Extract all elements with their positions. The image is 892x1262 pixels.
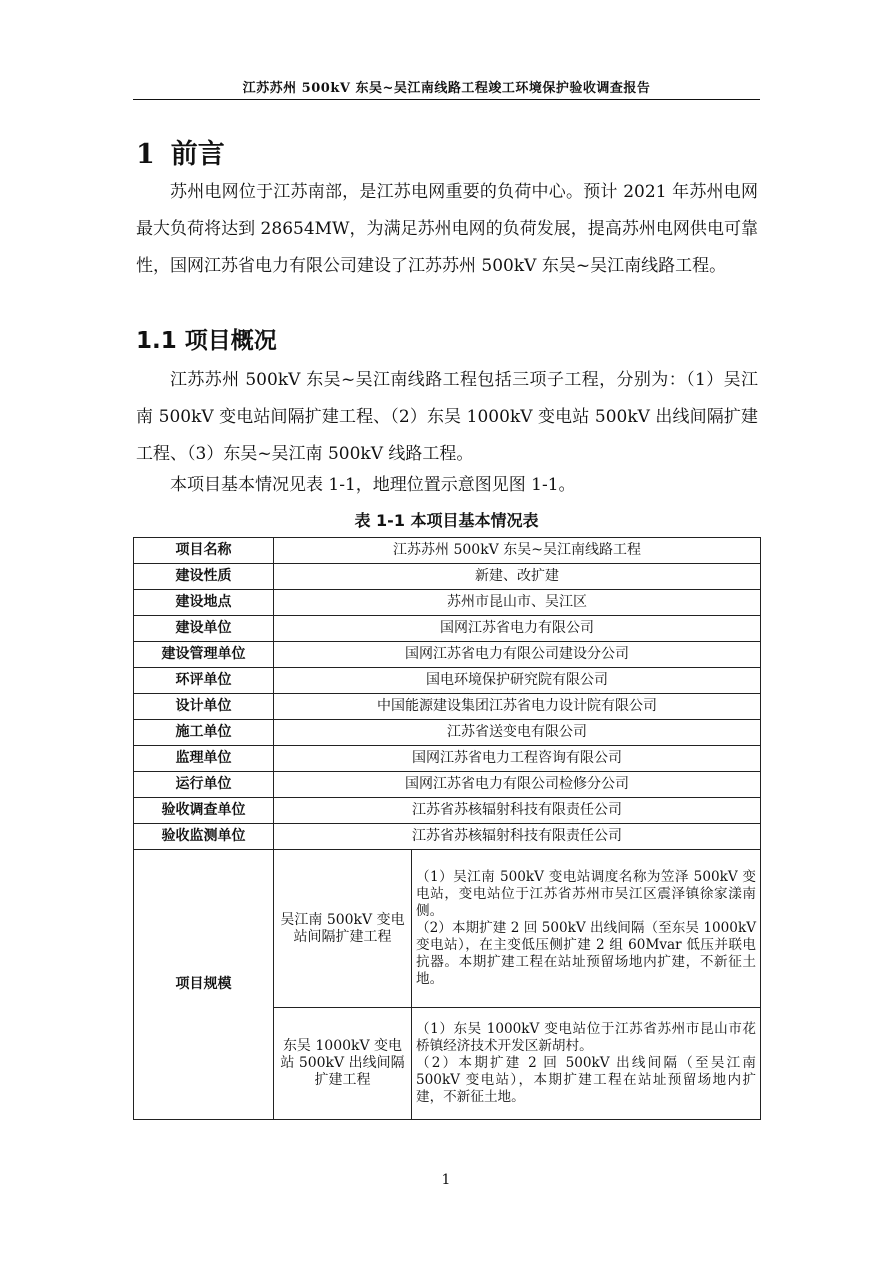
- row-label: 验收监测单位: [134, 824, 274, 850]
- row-label: 建设性质: [134, 564, 274, 590]
- row-label: 项目名称: [134, 538, 274, 564]
- table-row: [134, 538, 761, 564]
- table-row: [134, 798, 761, 824]
- section-1-heading: [136, 132, 225, 171]
- row-label: 建设管理单位: [134, 642, 274, 668]
- table-row: [134, 642, 761, 668]
- table-row: [134, 746, 761, 772]
- section-number: 1: [136, 139, 155, 170]
- row-value: 江苏苏州 500kV 东吴~吴江南线路工程: [274, 538, 761, 564]
- row-value: 国网江苏省电力工程咨询有限公司: [274, 746, 761, 772]
- table-row: [134, 564, 761, 590]
- subproject-name: 吴江南 500kV 变电站间隔扩建工程: [274, 850, 412, 1008]
- row-label: 监理单位: [134, 746, 274, 772]
- description-line: （2）本期扩建 2 回 500kV 出线间隔（至东吴 1000kV 变电站），在主变低压侧扩建 2 组 60Mvar 低压并联电抗器。本期扩建工程在站址预留场地内扩建，不新征土地。: [416, 920, 757, 987]
- row-label: 运行单位: [134, 772, 274, 798]
- row-value: 国网江苏省电力有限公司建设分公司: [274, 642, 761, 668]
- reference-paragraph: 本项目基本情况见表 1-1，地理位置示意图见图 1-1。: [170, 475, 576, 495]
- description-line: （2）本期扩建 2 回 500kV 出线间隔（至吴江南 500kV 变电站），本期扩建工程在站址预留场地内扩建，不新征土地。: [416, 1055, 757, 1105]
- header-rule: [133, 99, 760, 100]
- page-number: 1: [441, 1172, 451, 1188]
- table-row: [134, 616, 761, 642]
- table-caption: 表 1-1 本项目基本情况表: [354, 511, 539, 530]
- intro-paragraph: 苏州电网位于江苏南部，是江苏电网重要的负荷中心。预计 2021 年苏州电网最大负荷将达到 28654MW，为满足苏州电网的负荷发展，提高苏州电网供电可靠性，国网江苏省电力有限公司建设了江苏苏州 500kV 东吴~吴江南线路工程。: [136, 182, 758, 276]
- project-info-table: [133, 537, 761, 1120]
- row-value: 中国能源建设集团江苏省电力设计院有限公司: [274, 694, 761, 720]
- subproject-description: [412, 1008, 761, 1120]
- description-line: （1）吴江南 500kV 变电站调度名称为笠泽 500kV 变电站，变电站位于江苏省苏州市吴江区震泽镇徐家漾南侧。: [416, 869, 757, 919]
- row-value: 国网江苏省电力有限公司检修分公司: [274, 772, 761, 798]
- row-label: 建设单位: [134, 616, 274, 642]
- scale-label: 项目规模: [134, 850, 274, 1120]
- row-label: 验收调查单位: [134, 798, 274, 824]
- row-value: 江苏省苏核辐射科技有限责任公司: [274, 798, 761, 824]
- row-label: 环评单位: [134, 668, 274, 694]
- table-row: [134, 590, 761, 616]
- row-value: 国电环境保护研究院有限公司: [274, 668, 761, 694]
- row-value: 江苏省送变电有限公司: [274, 720, 761, 746]
- row-label: 施工单位: [134, 720, 274, 746]
- section-title: 前言: [170, 139, 225, 170]
- description-line: （1）东吴 1000kV 变电站位于江苏省苏州市昆山市花桥镇经济技术开发区新胡村。: [416, 1021, 757, 1054]
- row-value: 新建、改扩建: [274, 564, 761, 590]
- overview-paragraph: 江苏苏州 500kV 东吴~吴江南线路工程包括三项子工程，分别为：（1）吴江南 500kV 变电站间隔扩建工程、（2）东吴 1000kV 变电站 500kV 出线间隔扩建工程、（3）东吴~吴江南 500kV 线路工程。: [136, 370, 758, 464]
- table-row: [134, 850, 761, 1008]
- row-value: 国网江苏省电力有限公司: [274, 616, 761, 642]
- table-row: [134, 772, 761, 798]
- subproject-description: [412, 850, 761, 1008]
- running-header: 江苏苏州 500kV 东吴~吴江南线路工程竣工环境保护验收调查报告: [242, 81, 651, 96]
- table-row: [134, 668, 761, 694]
- table-row: [134, 694, 761, 720]
- row-value: 苏州市昆山市、吴江区: [274, 590, 761, 616]
- table-row: [134, 824, 761, 850]
- subproject-name: 东吴 1000kV 变电站 500kV 出线间隔扩建工程: [274, 1008, 412, 1120]
- row-value: 江苏省苏核辐射科技有限责任公司: [274, 824, 761, 850]
- section-1-1-heading: 1.1 项目概况: [136, 328, 277, 354]
- table-row: [134, 720, 761, 746]
- row-label: 设计单位: [134, 694, 274, 720]
- row-label: 建设地点: [134, 590, 274, 616]
